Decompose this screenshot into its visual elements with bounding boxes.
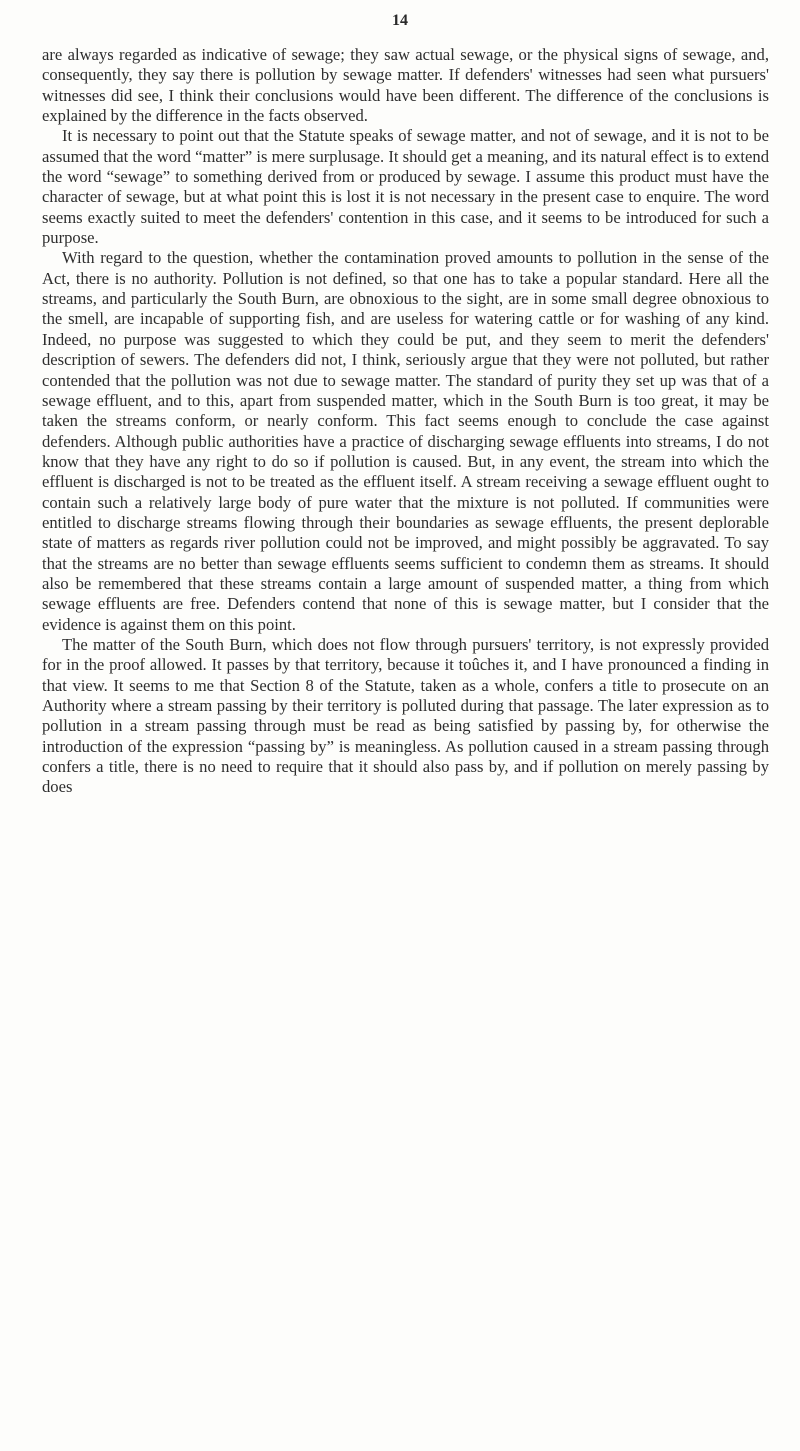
page-number: 14 xyxy=(392,12,408,29)
paragraph: are always regarded as indicative of sewage; they saw actual sewage, or the physical signs of sewage, and, consequently, they say there is pollution by sewage matter. If defenders' witnesses had seen what pursuers' witnesses did see, I think their conclusions would have been different. The difference of the conclusions is explained by the difference in the facts observed. xyxy=(42,45,769,126)
paragraph: The matter of the South Burn, which does not flow through pursuers' territory, is not expressly provided for in the proof allowed. It passes by that territory, because it toûches it, and I have pronounced a finding in that view. It seems to me that Section 8 of the Statute, taken as a whole, confers a title to prosecute on an Authority where a stream passing by their territory is polluted during that passage. The later expression as to pollution in a stream passing through must be read as being satisfied by passing by, for otherwise the introduction of the expression “passing by” is meaningless. As pollution caused in a stream passing through confers a title, there is no need to require that it should also pass by, and if pollution on merely passing by does xyxy=(42,634,769,797)
body-text xyxy=(42,45,769,798)
paragraph: It is necessary to point out that the Statute speaks of sewage matter, and not of sewage, and it is not to be assumed that the word “matter” is mere surplusage. It should get a meaning, and its natural effect is to extend the word “sewage” to something derived from or produced by sewage. I assume this product must have the character of sewage, but at what point this is lost it is not necessary in the present case to enquire. The word seems exactly suited to meet the defenders' contention in this case, and it seems to be introduced for such a purpose. xyxy=(42,126,769,248)
paragraph: With regard to the question, whether the contamination proved amounts to pollution in the sense of the Act, there is no authority. Pollution is not defined, so that one has to take a popular standard. Here all the streams, and particularly the South Burn, are obnoxious to the sight, are in some small degree obnoxious to the smell, are incapable of supporting fish, and are useless for watering cattle or for washing of any kind. Indeed, no purpose was suggested to which they could be put, and they seem to merit the defenders' description of sewers. The defenders did not, I think, seriously argue that they were not polluted, but rather contended that the pollution was not due to sewage matter. The standard of purity they set up was that of a sewage effluent, and to this, apart from suspended matter, which in the South Burn is too great, it may be taken the streams conform, or nearly conform. This fact seems enough to conclude the case against defenders. Although public authorities have a practice of discharging sewage effluents into streams, I do not know that they have any right to do so if pollution is caused. But, in any event, the stream into which the effluent is discharged is not to be treated as the effluent itself. A stream receiving a sewage effluent ought to contain such a relatively large body of pure water that the mixture is not polluted. If communities were entitled to discharge streams flowing through their boundaries as sewage effluents, the present deplorable state of matters as regards river pollution could not be improved, and might possibly be aggravated. To say that the streams are no better than sewage effluents seems sufficient to condemn them as streams. It should also be remembered that these streams contain a large amount of suspended matter, a thing from which sewage effluents are free. Defenders contend that none of this is sewage matter, but I consider that the evidence is against them on this point. xyxy=(42,248,769,634)
